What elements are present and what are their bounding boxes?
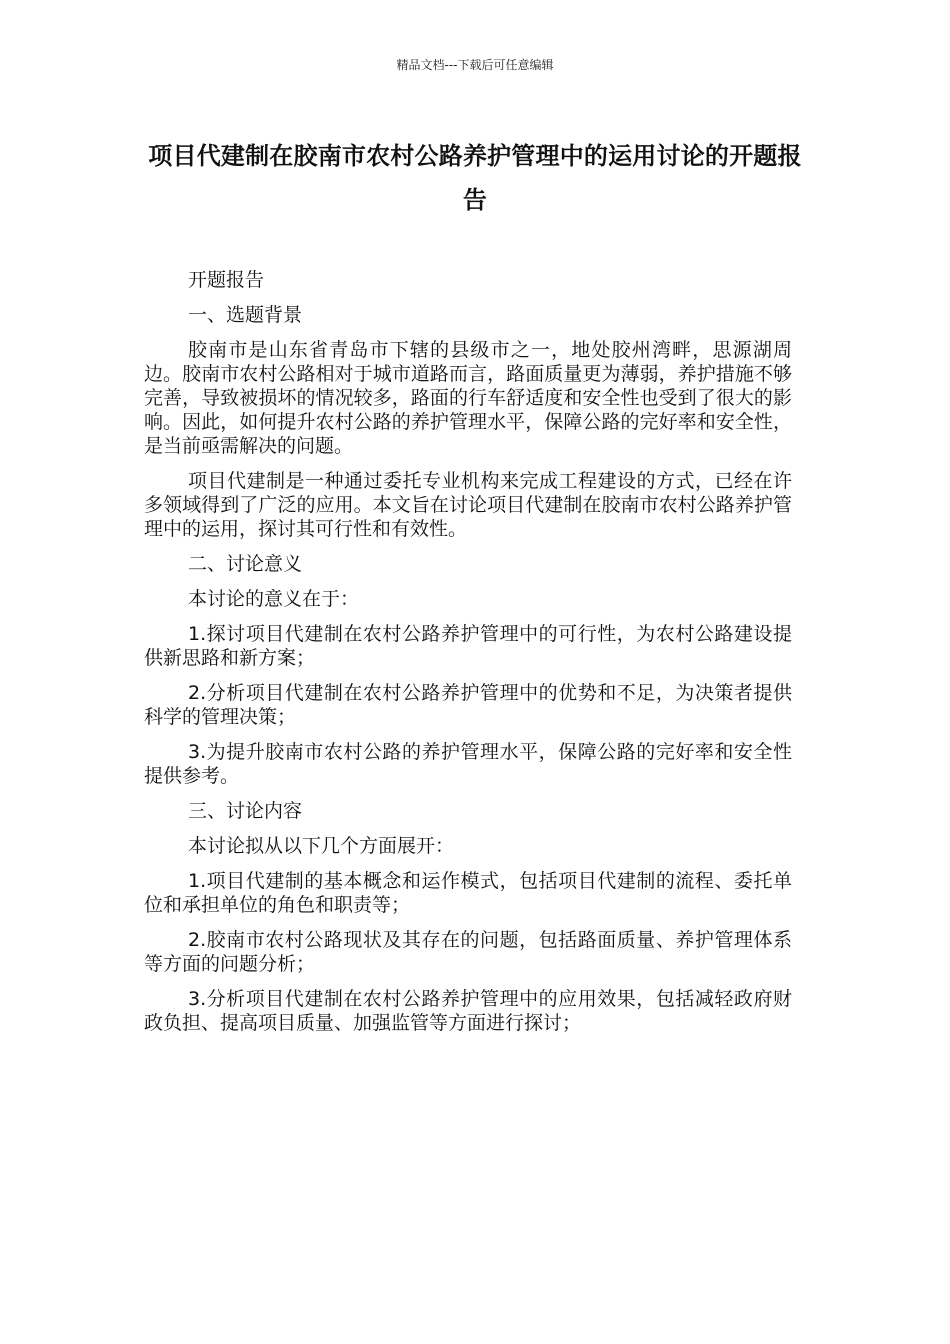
list-item-significance-3: 3.为提升胶南市农村公路的养护管理水平，保障公路的完好率和安全性提供参考。 xyxy=(144,741,792,787)
list-item-content-1: 1.项目代建制的基本概念和运作模式，包括项目代建制的流程、委托单位和承担单位的角色和职责等； xyxy=(144,870,792,916)
list-item-content-2: 2.胶南市农村公路现状及其存在的问题，包括路面质量、养护管理体系等方面的问题分析； xyxy=(144,929,792,975)
list-item-significance-1: 1.探讨项目代建制在农村公路养护管理中的可行性，为农村公路建设提供新思路和新方案； xyxy=(144,623,792,669)
list-item-content-3: 3.分析项目代建制在农村公路养护管理中的应用效果，包括减轻政府财政负担、提高项目质量、加强监管等方面进行探讨； xyxy=(144,988,792,1034)
list-item-significance-2: 2.分析项目代建制在农村公路养护管理中的优势和不足，为决策者提供科学的管理决策； xyxy=(144,682,792,728)
paragraph-background-2: 项目代建制是一种通过委托专业机构来完成工程建设的方式，已经在许多领域得到了广泛的应用。本文旨在讨论项目代建制在胶南市农村公路养护管理中的运用，探讨其可行性和有效性。 xyxy=(144,470,792,540)
section-heading-significance: 二、讨论意义 xyxy=(188,553,303,575)
document-body xyxy=(144,268,792,1046)
section-heading-background: 一、选题背景 xyxy=(188,304,303,326)
header-note: 精品文档---下载后可任意编辑 xyxy=(396,58,554,72)
paragraph-significance-intro: 本讨论的意义在于： xyxy=(188,588,360,610)
paragraph-background-1: 胶南市是山东省青岛市下辖的县级市之一，地处胶州湾畔，思源湖周边。胶南市农村公路相对于城市道路而言，路面质量更为薄弱，养护措施不够完善，导致被损坏的情况较多，路面的行车舒适度和安全性也受到了很大的影响。因此，如何提升农村公路的养护管理水平，保障公路的完好率和安全性，是当前亟需解决的问题。 xyxy=(144,339,792,457)
document-title: 项目代建制在胶南市农村公路养护管理中的运用讨论的开题报告 xyxy=(148,142,802,214)
section-heading-content: 三、讨论内容 xyxy=(188,800,303,822)
paragraph-content-intro: 本讨论拟从以下几个方面展开： xyxy=(188,835,455,857)
paragraph-heading-report: 开题报告 xyxy=(188,269,265,291)
